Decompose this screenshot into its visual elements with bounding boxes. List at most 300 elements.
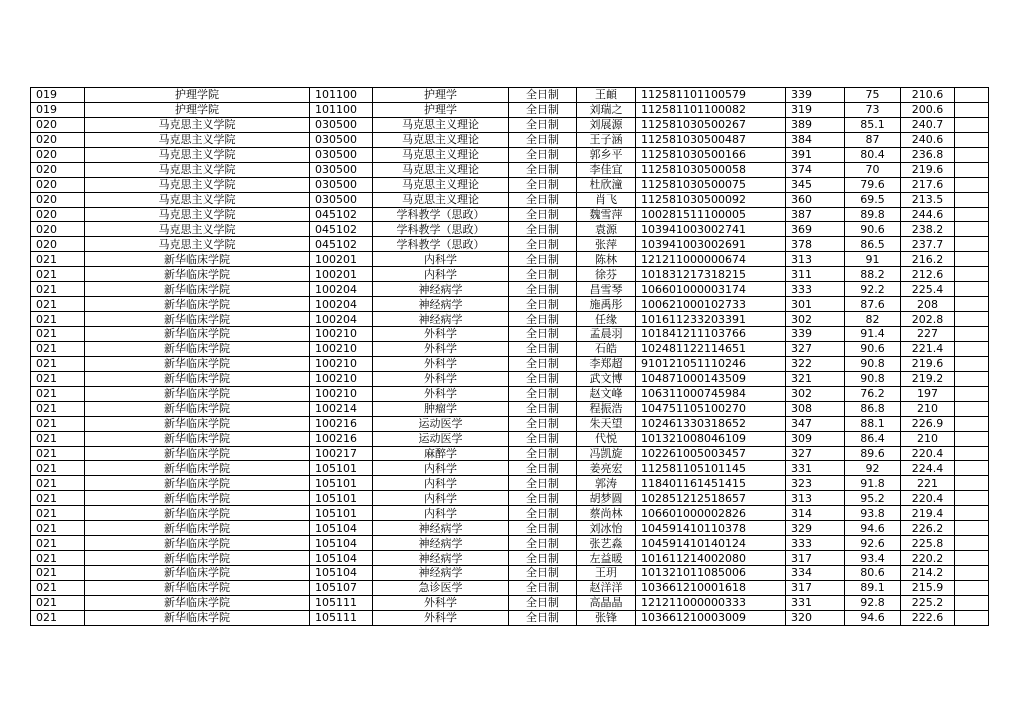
major-name-cell: 急诊医学 bbox=[373, 580, 509, 595]
total-score-cell: 225.2 bbox=[901, 595, 955, 610]
empty-cell bbox=[955, 401, 989, 416]
empty-cell bbox=[955, 566, 989, 581]
major-name-cell: 马克思主义理论 bbox=[373, 117, 509, 132]
retest-score-cell: 94.6 bbox=[845, 610, 901, 625]
major-name-cell: 神经病学 bbox=[373, 297, 509, 312]
empty-cell bbox=[955, 610, 989, 625]
major-code-cell: 100210 bbox=[310, 356, 373, 371]
initial-score-cell: 329 bbox=[786, 521, 845, 536]
table-row bbox=[31, 222, 989, 237]
student-name-cell: 赵文峰 bbox=[577, 386, 636, 401]
total-score-cell: 244.6 bbox=[901, 207, 955, 222]
study-mode-cell: 全日制 bbox=[509, 356, 577, 371]
major-name-cell: 神经病学 bbox=[373, 551, 509, 566]
initial-score-cell: 391 bbox=[786, 147, 845, 162]
college-name-cell: 马克思主义学院 bbox=[85, 132, 310, 147]
initial-score-cell: 333 bbox=[786, 536, 845, 551]
college-name-cell: 马克思主义学院 bbox=[85, 237, 310, 252]
college-name-cell: 马克思主义学院 bbox=[85, 117, 310, 132]
retest-score-cell: 93.8 bbox=[845, 506, 901, 521]
total-score-cell: 220.4 bbox=[901, 491, 955, 506]
retest-score-cell: 69.5 bbox=[845, 192, 901, 207]
exam-id-cell: 112581101100579 bbox=[636, 88, 786, 103]
exam-id-cell: 104591410110378 bbox=[636, 521, 786, 536]
major-code-cell: 105111 bbox=[310, 595, 373, 610]
college-code-cell: 020 bbox=[31, 117, 85, 132]
study-mode-cell: 全日制 bbox=[509, 327, 577, 342]
initial-score-cell: 369 bbox=[786, 222, 845, 237]
exam-id-cell: 101831217318215 bbox=[636, 267, 786, 282]
total-score-cell: 226.9 bbox=[901, 416, 955, 431]
table-row bbox=[31, 536, 989, 551]
total-score-cell: 225.8 bbox=[901, 536, 955, 551]
total-score-cell: 219.2 bbox=[901, 371, 955, 386]
major-name-cell: 麻醉学 bbox=[373, 446, 509, 461]
retest-score-cell: 95.2 bbox=[845, 491, 901, 506]
student-name-cell: 刘瑞之 bbox=[577, 102, 636, 117]
college-code-cell: 021 bbox=[31, 595, 85, 610]
empty-cell bbox=[955, 222, 989, 237]
student-name-cell: 石皓 bbox=[577, 341, 636, 356]
study-mode-cell: 全日制 bbox=[509, 207, 577, 222]
table-row bbox=[31, 132, 989, 147]
initial-score-cell: 311 bbox=[786, 267, 845, 282]
exam-id-cell: 103661210003009 bbox=[636, 610, 786, 625]
exam-id-cell: 101321008046109 bbox=[636, 431, 786, 446]
table-row bbox=[31, 282, 989, 297]
college-name-cell: 新华临床学院 bbox=[85, 476, 310, 491]
initial-score-cell: 302 bbox=[786, 312, 845, 327]
initial-score-cell: 313 bbox=[786, 491, 845, 506]
exam-id-cell: 103661210001618 bbox=[636, 580, 786, 595]
table-row bbox=[31, 431, 989, 446]
college-name-cell: 新华临床学院 bbox=[85, 446, 310, 461]
college-name-cell: 马克思主义学院 bbox=[85, 162, 310, 177]
table-row bbox=[31, 416, 989, 431]
major-name-cell: 学科教学（思政） bbox=[373, 222, 509, 237]
retest-score-cell: 90.6 bbox=[845, 341, 901, 356]
major-code-cell: 100216 bbox=[310, 416, 373, 431]
table-row bbox=[31, 491, 989, 506]
college-code-cell: 021 bbox=[31, 312, 85, 327]
major-name-cell: 肿瘤学 bbox=[373, 401, 509, 416]
study-mode-cell: 全日制 bbox=[509, 222, 577, 237]
study-mode-cell: 全日制 bbox=[509, 132, 577, 147]
total-score-cell: 217.6 bbox=[901, 177, 955, 192]
empty-cell bbox=[955, 297, 989, 312]
major-name-cell: 内科学 bbox=[373, 267, 509, 282]
college-code-cell: 021 bbox=[31, 446, 85, 461]
college-name-cell: 护理学院 bbox=[85, 88, 310, 103]
total-score-cell: 210 bbox=[901, 431, 955, 446]
study-mode-cell: 全日制 bbox=[509, 177, 577, 192]
major-code-cell: 105104 bbox=[310, 551, 373, 566]
empty-cell bbox=[955, 237, 989, 252]
study-mode-cell: 全日制 bbox=[509, 551, 577, 566]
retest-score-cell: 87.6 bbox=[845, 297, 901, 312]
major-name-cell: 外科学 bbox=[373, 341, 509, 356]
exam-id-cell: 101321011085006 bbox=[636, 566, 786, 581]
retest-score-cell: 93.4 bbox=[845, 551, 901, 566]
college-code-cell: 021 bbox=[31, 341, 85, 356]
study-mode-cell: 全日制 bbox=[509, 521, 577, 536]
study-mode-cell: 全日制 bbox=[509, 595, 577, 610]
student-name-cell: 刘展源 bbox=[577, 117, 636, 132]
major-code-cell: 100217 bbox=[310, 446, 373, 461]
table-row bbox=[31, 88, 989, 103]
college-code-cell: 021 bbox=[31, 297, 85, 312]
exam-id-cell: 121211000000674 bbox=[636, 252, 786, 267]
initial-score-cell: 302 bbox=[786, 386, 845, 401]
college-name-cell: 新华临床学院 bbox=[85, 252, 310, 267]
major-name-cell: 护理学 bbox=[373, 102, 509, 117]
student-name-cell: 左益暖 bbox=[577, 551, 636, 566]
table-row bbox=[31, 341, 989, 356]
college-code-cell: 020 bbox=[31, 207, 85, 222]
retest-score-cell: 70 bbox=[845, 162, 901, 177]
college-name-cell: 马克思主义学院 bbox=[85, 222, 310, 237]
college-name-cell: 新华临床学院 bbox=[85, 401, 310, 416]
table-row bbox=[31, 521, 989, 536]
table-row bbox=[31, 312, 989, 327]
table-row bbox=[31, 117, 989, 132]
college-code-cell: 021 bbox=[31, 401, 85, 416]
major-code-cell: 030500 bbox=[310, 192, 373, 207]
retest-score-cell: 92.2 bbox=[845, 282, 901, 297]
major-code-cell: 105101 bbox=[310, 506, 373, 521]
study-mode-cell: 全日制 bbox=[509, 192, 577, 207]
total-score-cell: 224.4 bbox=[901, 461, 955, 476]
empty-cell bbox=[955, 476, 989, 491]
major-name-cell: 外科学 bbox=[373, 327, 509, 342]
major-code-cell: 105111 bbox=[310, 610, 373, 625]
college-name-cell: 新华临床学院 bbox=[85, 580, 310, 595]
empty-cell bbox=[955, 88, 989, 103]
retest-score-cell: 89.8 bbox=[845, 207, 901, 222]
exam-id-cell: 104591410140124 bbox=[636, 536, 786, 551]
empty-cell bbox=[955, 267, 989, 282]
exam-id-cell: 106311000745984 bbox=[636, 386, 786, 401]
major-code-cell: 100216 bbox=[310, 431, 373, 446]
exam-id-cell: 112581030500092 bbox=[636, 192, 786, 207]
initial-score-cell: 314 bbox=[786, 506, 845, 521]
empty-cell bbox=[955, 132, 989, 147]
empty-cell bbox=[955, 386, 989, 401]
college-name-cell: 新华临床学院 bbox=[85, 551, 310, 566]
study-mode-cell: 全日制 bbox=[509, 267, 577, 282]
college-name-cell: 新华临床学院 bbox=[85, 610, 310, 625]
major-name-cell: 运动医学 bbox=[373, 431, 509, 446]
major-code-cell: 105107 bbox=[310, 580, 373, 595]
college-code-cell: 021 bbox=[31, 506, 85, 521]
total-score-cell: 220.2 bbox=[901, 551, 955, 566]
exam-id-cell: 112581030500487 bbox=[636, 132, 786, 147]
major-code-cell: 100210 bbox=[310, 341, 373, 356]
empty-cell bbox=[955, 461, 989, 476]
table-row bbox=[31, 476, 989, 491]
exam-id-cell: 112581105101145 bbox=[636, 461, 786, 476]
total-score-cell: 222.6 bbox=[901, 610, 955, 625]
exam-id-cell: 102481122114651 bbox=[636, 341, 786, 356]
college-code-cell: 020 bbox=[31, 192, 85, 207]
empty-cell bbox=[955, 446, 989, 461]
major-code-cell: 100210 bbox=[310, 371, 373, 386]
table-row bbox=[31, 252, 989, 267]
college-name-cell: 新华临床学院 bbox=[85, 371, 310, 386]
total-score-cell: 226.2 bbox=[901, 521, 955, 536]
empty-cell bbox=[955, 192, 989, 207]
study-mode-cell: 全日制 bbox=[509, 566, 577, 581]
retest-score-cell: 87 bbox=[845, 132, 901, 147]
major-code-cell: 100210 bbox=[310, 386, 373, 401]
empty-cell bbox=[955, 595, 989, 610]
initial-score-cell: 321 bbox=[786, 371, 845, 386]
retest-score-cell: 73 bbox=[845, 102, 901, 117]
initial-score-cell: 374 bbox=[786, 162, 845, 177]
total-score-cell: 200.6 bbox=[901, 102, 955, 117]
retest-score-cell: 79.6 bbox=[845, 177, 901, 192]
retest-score-cell: 90.8 bbox=[845, 356, 901, 371]
major-code-cell: 105104 bbox=[310, 536, 373, 551]
student-name-cell: 武文博 bbox=[577, 371, 636, 386]
major-code-cell: 101100 bbox=[310, 88, 373, 103]
initial-score-cell: 339 bbox=[786, 327, 845, 342]
initial-score-cell: 360 bbox=[786, 192, 845, 207]
retest-score-cell: 89.6 bbox=[845, 446, 901, 461]
table-row bbox=[31, 177, 989, 192]
retest-score-cell: 94.6 bbox=[845, 521, 901, 536]
major-name-cell: 学科教学（思政） bbox=[373, 207, 509, 222]
exam-id-cell: 100281511100005 bbox=[636, 207, 786, 222]
major-code-cell: 030500 bbox=[310, 132, 373, 147]
initial-score-cell: 322 bbox=[786, 356, 845, 371]
table-row bbox=[31, 401, 989, 416]
initial-score-cell: 347 bbox=[786, 416, 845, 431]
retest-score-cell: 86.5 bbox=[845, 237, 901, 252]
study-mode-cell: 全日制 bbox=[509, 102, 577, 117]
exam-id-cell: 102851212518657 bbox=[636, 491, 786, 506]
student-name-cell: 张艺淼 bbox=[577, 536, 636, 551]
major-name-cell: 外科学 bbox=[373, 386, 509, 401]
exam-id-cell: 103941003002741 bbox=[636, 222, 786, 237]
exam-id-cell: 101611233203391 bbox=[636, 312, 786, 327]
retest-score-cell: 82 bbox=[845, 312, 901, 327]
student-name-cell: 李佳宜 bbox=[577, 162, 636, 177]
initial-score-cell: 339 bbox=[786, 88, 845, 103]
student-name-cell: 孟晨羽 bbox=[577, 327, 636, 342]
table-row bbox=[31, 192, 989, 207]
major-name-cell: 外科学 bbox=[373, 356, 509, 371]
major-name-cell: 外科学 bbox=[373, 610, 509, 625]
total-score-cell: 216.2 bbox=[901, 252, 955, 267]
initial-score-cell: 389 bbox=[786, 117, 845, 132]
college-name-cell: 新华临床学院 bbox=[85, 566, 310, 581]
initial-score-cell: 319 bbox=[786, 102, 845, 117]
major-name-cell: 神经病学 bbox=[373, 521, 509, 536]
major-name-cell: 学科教学（思政） bbox=[373, 237, 509, 252]
major-code-cell: 105101 bbox=[310, 461, 373, 476]
student-name-cell: 高晶晶 bbox=[577, 595, 636, 610]
college-name-cell: 新华临床学院 bbox=[85, 595, 310, 610]
student-name-cell: 陈林 bbox=[577, 252, 636, 267]
study-mode-cell: 全日制 bbox=[509, 506, 577, 521]
retest-score-cell: 76.2 bbox=[845, 386, 901, 401]
initial-score-cell: 378 bbox=[786, 237, 845, 252]
student-name-cell: 张锋 bbox=[577, 610, 636, 625]
study-mode-cell: 全日制 bbox=[509, 386, 577, 401]
empty-cell bbox=[955, 521, 989, 536]
college-name-cell: 新华临床学院 bbox=[85, 312, 310, 327]
empty-cell bbox=[955, 117, 989, 132]
exam-id-cell: 112581101100082 bbox=[636, 102, 786, 117]
table-row bbox=[31, 371, 989, 386]
major-name-cell: 马克思主义理论 bbox=[373, 132, 509, 147]
college-name-cell: 新华临床学院 bbox=[85, 461, 310, 476]
college-code-cell: 021 bbox=[31, 580, 85, 595]
initial-score-cell: 317 bbox=[786, 580, 845, 595]
college-code-cell: 019 bbox=[31, 88, 85, 103]
study-mode-cell: 全日制 bbox=[509, 147, 577, 162]
student-name-cell: 张萍 bbox=[577, 237, 636, 252]
empty-cell bbox=[955, 506, 989, 521]
retest-score-cell: 91.4 bbox=[845, 327, 901, 342]
study-mode-cell: 全日制 bbox=[509, 312, 577, 327]
student-name-cell: 郭涛 bbox=[577, 476, 636, 491]
college-name-cell: 新华临床学院 bbox=[85, 431, 310, 446]
exam-id-cell: 112581030500058 bbox=[636, 162, 786, 177]
student-name-cell: 李郑超 bbox=[577, 356, 636, 371]
major-name-cell: 护理学 bbox=[373, 88, 509, 103]
college-code-cell: 021 bbox=[31, 491, 85, 506]
exam-id-cell: 112581030500166 bbox=[636, 147, 786, 162]
table-row bbox=[31, 102, 989, 117]
table-row bbox=[31, 551, 989, 566]
retest-score-cell: 86.8 bbox=[845, 401, 901, 416]
retest-score-cell: 90.6 bbox=[845, 222, 901, 237]
major-name-cell: 神经病学 bbox=[373, 282, 509, 297]
major-name-cell: 神经病学 bbox=[373, 312, 509, 327]
empty-cell bbox=[955, 147, 989, 162]
retest-score-cell: 90.8 bbox=[845, 371, 901, 386]
college-code-cell: 021 bbox=[31, 267, 85, 282]
college-code-cell: 021 bbox=[31, 327, 85, 342]
major-name-cell: 运动医学 bbox=[373, 416, 509, 431]
exam-id-cell: 104871000143509 bbox=[636, 371, 786, 386]
empty-cell bbox=[955, 341, 989, 356]
college-code-cell: 020 bbox=[31, 177, 85, 192]
total-score-cell: 212.6 bbox=[901, 267, 955, 282]
student-name-cell: 施禹彤 bbox=[577, 297, 636, 312]
student-name-cell: 刘冰怡 bbox=[577, 521, 636, 536]
initial-score-cell: 333 bbox=[786, 282, 845, 297]
college-name-cell: 新华临床学院 bbox=[85, 536, 310, 551]
major-code-cell: 045102 bbox=[310, 237, 373, 252]
major-name-cell: 外科学 bbox=[373, 595, 509, 610]
total-score-cell: 210.6 bbox=[901, 88, 955, 103]
student-name-cell: 任缘 bbox=[577, 312, 636, 327]
student-name-cell: 代悦 bbox=[577, 431, 636, 446]
empty-cell bbox=[955, 102, 989, 117]
initial-score-cell: 317 bbox=[786, 551, 845, 566]
empty-cell bbox=[955, 551, 989, 566]
total-score-cell: 225.4 bbox=[901, 282, 955, 297]
college-code-cell: 021 bbox=[31, 566, 85, 581]
college-name-cell: 新华临床学院 bbox=[85, 491, 310, 506]
college-code-cell: 021 bbox=[31, 386, 85, 401]
study-mode-cell: 全日制 bbox=[509, 117, 577, 132]
retest-score-cell: 92.6 bbox=[845, 536, 901, 551]
study-mode-cell: 全日制 bbox=[509, 371, 577, 386]
major-code-cell: 100204 bbox=[310, 282, 373, 297]
table-row bbox=[31, 162, 989, 177]
college-name-cell: 马克思主义学院 bbox=[85, 192, 310, 207]
empty-cell bbox=[955, 252, 989, 267]
college-code-cell: 021 bbox=[31, 476, 85, 491]
college-code-cell: 020 bbox=[31, 147, 85, 162]
college-code-cell: 020 bbox=[31, 132, 85, 147]
student-name-cell: 程振浩 bbox=[577, 401, 636, 416]
college-code-cell: 021 bbox=[31, 282, 85, 297]
table-row bbox=[31, 506, 989, 521]
college-code-cell: 021 bbox=[31, 551, 85, 566]
total-score-cell: 219.4 bbox=[901, 506, 955, 521]
study-mode-cell: 全日制 bbox=[509, 610, 577, 625]
initial-score-cell: 345 bbox=[786, 177, 845, 192]
college-name-cell: 马克思主义学院 bbox=[85, 207, 310, 222]
initial-score-cell: 334 bbox=[786, 566, 845, 581]
table-row bbox=[31, 327, 989, 342]
study-mode-cell: 全日制 bbox=[509, 416, 577, 431]
retest-score-cell: 86.4 bbox=[845, 431, 901, 446]
study-mode-cell: 全日制 bbox=[509, 237, 577, 252]
retest-score-cell: 88.1 bbox=[845, 416, 901, 431]
college-code-cell: 021 bbox=[31, 461, 85, 476]
college-name-cell: 马克思主义学院 bbox=[85, 177, 310, 192]
college-code-cell: 020 bbox=[31, 222, 85, 237]
exam-id-cell: 102261005003457 bbox=[636, 446, 786, 461]
major-code-cell: 100204 bbox=[310, 312, 373, 327]
major-code-cell: 045102 bbox=[310, 222, 373, 237]
table-row bbox=[31, 610, 989, 625]
student-name-cell: 王子涵 bbox=[577, 132, 636, 147]
major-code-cell: 100201 bbox=[310, 267, 373, 282]
study-mode-cell: 全日制 bbox=[509, 282, 577, 297]
study-mode-cell: 全日制 bbox=[509, 431, 577, 446]
initial-score-cell: 331 bbox=[786, 461, 845, 476]
initial-score-cell: 384 bbox=[786, 132, 845, 147]
empty-cell bbox=[955, 431, 989, 446]
student-name-cell: 王玥 bbox=[577, 566, 636, 581]
table-row bbox=[31, 297, 989, 312]
empty-cell bbox=[955, 282, 989, 297]
total-score-cell: 210 bbox=[901, 401, 955, 416]
student-name-cell: 杜欣潼 bbox=[577, 177, 636, 192]
table-row bbox=[31, 580, 989, 595]
student-name-cell: 蔡尚林 bbox=[577, 506, 636, 521]
total-score-cell: 214.2 bbox=[901, 566, 955, 581]
initial-score-cell: 308 bbox=[786, 401, 845, 416]
exam-id-cell: 103941003002691 bbox=[636, 237, 786, 252]
empty-cell bbox=[955, 371, 989, 386]
exam-id-cell: 101611214002080 bbox=[636, 551, 786, 566]
total-score-cell: 220.4 bbox=[901, 446, 955, 461]
study-mode-cell: 全日制 bbox=[509, 446, 577, 461]
college-name-cell: 护理学院 bbox=[85, 102, 310, 117]
table-row bbox=[31, 595, 989, 610]
student-name-cell: 赵洋洋 bbox=[577, 580, 636, 595]
retest-score-cell: 91 bbox=[845, 252, 901, 267]
major-name-cell: 内科学 bbox=[373, 491, 509, 506]
